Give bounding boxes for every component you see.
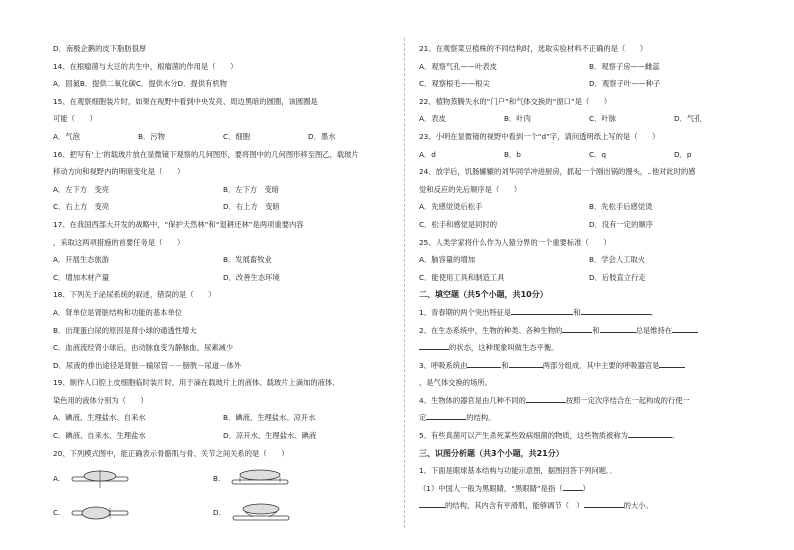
q14-options: A．固氮B．提供二氧化碳C．提供水分D．提供有机物 [53,79,227,89]
fill-q3-text-b: 和 [501,360,509,370]
fill-q3 [419,357,759,375]
q24-option-b: B．先松手后感觉烫 [589,202,653,212]
q16-option-c: C．右上方 变亮 [53,202,110,212]
fill-q4-text-c: 定 [419,413,427,423]
section-fill-blank-title: 二、填空题（共5个小题，共10分） [419,290,548,300]
q24-stem: 24、放学后，饥肠辘辘的刘华同学冲进厨房，抓起一个刚出锅的馒头，..他对此时的感 [419,167,696,177]
fill-q1-blank-1[interactable] [511,305,573,315]
diagram-q1-sub1-text-c: 的结构，其内含有平滑肌，能够调节（ ） [445,501,584,511]
q16-option-d: D．右上方 变暗 [223,202,280,212]
q21-option-b: B．观察子房——雌蕊 [589,61,660,71]
q21-options-cd [419,75,759,93]
q25-option-b: B．学会人工取火 [589,255,646,265]
q25-option-c: C．能使用工具和制造工具 [419,272,505,282]
q15-option-d: D．墨水 [308,131,336,141]
fill-q3-text-a: 3、呼吸系统由 [419,360,468,370]
q17-stem: 17、在我国西部大开发的战略中，“保护天然林”和“退耕还林”是两项重要内容 [53,219,304,229]
fill-q1-text-b: 和 [573,307,581,317]
fill-q5-text-a: 5、有些真菌可以产生杀死某些致病细菌的物质，这些物质被称为 [419,431,628,441]
fill-q2-text-d: 的状态，这种现象叫做生态平衡。 [449,343,559,353]
q17-options-ab [53,251,393,269]
q23-options [419,146,759,164]
q19-options-cd [53,427,393,445]
q21-option-d: D．观察子叶——种子 [589,79,661,89]
q19-options-ab [53,409,393,427]
q22-stem: 22、植物蒸腾失水的“门户”和气体交换的“窗口”是（ ） [419,96,612,106]
q21-option-a: A．观察气孔——叶表皮 [419,61,497,71]
q25-options-cd [419,269,759,287]
fill-q2-blank-3-cont[interactable] [419,340,449,350]
q25-option-d: D．后肢直立行走 [589,272,646,282]
q15-option-b: B．污物 [138,131,165,141]
q15-options [53,128,393,146]
q19-stem-cont: 染色用的液体分别为（ ） [53,395,148,405]
q20-figure-a [53,468,213,490]
q18-option-d: D．尿液的排出途径是肾脏－输尿管－－膀胱－尿道－体外 [53,360,242,370]
q22-option-a: A．表皮 [419,114,446,124]
diagram-q1-sub1-text-a: （1）中国人一般为黑眼睛，“黑眼睛”是指（ [419,483,563,493]
q24-stem-cont: 觉和反应的先后顺序是（ ） [419,184,522,194]
q24-option-a: A．先感觉烫后松手 [419,202,483,212]
fill-q2-blank-1[interactable] [562,323,592,333]
fill-q2-text-b: 和 [592,325,600,335]
fill-q4-text-b: 按照一定次序结合在一起构成的行使一 [565,395,690,405]
fill-q1 [419,304,759,322]
q15-option-c: C．细胞 [223,131,250,141]
fill-q2-blank-2[interactable] [600,323,636,333]
q20-figures-ab [53,462,393,496]
section-diagram-title: 三、识图分析题（共3个小题，共21分） [419,448,564,458]
q15-stem-cont: 可能（ ） [53,114,97,124]
diagram-q1-sub1-blank-3[interactable] [584,498,624,508]
q17-option-c: C．增加木材产量 [53,272,110,282]
column-divider [404,38,405,528]
q16-options-ab [53,181,393,199]
q20-label-b: B. [213,474,221,484]
fill-q2 [419,322,759,340]
q22-option-b: B．叶肉 [504,114,531,124]
fill-q3-blank-2[interactable] [509,358,543,368]
q19-option-b: B．碘液、生理盐水、凉开水 [223,413,316,423]
q25-option-a: A．脑容量的增加 [419,255,476,265]
q19-option-c: C．碘液、自来水、生理盐水 [53,431,146,441]
diagram-q1-sub1-blank-2[interactable] [419,498,445,508]
q18-option-a: A．肾单位是肾脏结构和功能的基本单位 [53,307,183,317]
q16-options-cd [53,198,393,216]
q17-stem-cont: ，采取这两项措施的首要任务是（ ） [53,237,185,247]
diagram-q1-stem: 1、下面是眼球基本结构与功能示意图，据图回答下列问题．． [419,466,618,476]
q19-stem: 19、制作人口腔上皮细胞临时装片时，用于滴在载玻片上的液体、载玻片上滴加的液体、 [53,378,340,388]
q17-option-d: D．改善生态环境 [223,272,280,282]
fill-q4-blank-2[interactable] [426,410,466,420]
q16-stem: 16、把写有‘上’的载玻片放在显微镜下观察的几何图形，要将图中的几何图形移至图乙，载玻片 [53,149,359,159]
q21-stem: 21、在观察菜豆植株的不同结构时，选取实验材料不正确的是（ ） [419,44,648,53]
q18-stem: 18、下列关于泌尿系统的叙述，错误的是（ ） [53,290,216,300]
diagram-q1-sub1-text-d: 的大小。 [623,501,653,511]
q24-option-d: D．没有一定的顺序 [589,219,653,229]
q20-figure-c [53,502,213,524]
q22-options [419,110,759,128]
muscle-bone-diagram-b [230,468,290,490]
q17-option-a: A．开展生态旅游 [53,255,110,265]
diagram-q1-sub1-text-b: ） [582,483,590,493]
q22-option-c: C．叶脉 [589,114,616,124]
diagram-q1-sub1-blank-1[interactable] [563,481,583,491]
q22-option-d: D．气孔 [674,114,702,124]
muscle-bone-diagram-d [231,502,291,524]
fill-q3-cont: ，是气体交换的场所。 [419,378,492,388]
fill-q4-blank-1[interactable] [526,393,566,403]
q25-stem: 25、人类学家将什么作为人猿分界的一个重要标准（ ） [419,237,611,247]
q15-stem: 15、在观察细胞装片时，如果在视野中看到中央发亮、周边黑暗的圆圈，该圆圈是 [53,96,318,106]
q23-stem: 23、小明在显微镜的视野中看到一个“d”字，请问透明纸上写的是（ ） [419,131,660,141]
fill-q5 [419,427,759,445]
q20-figure-d [213,502,373,524]
fill-q1-blank-2[interactable] [581,305,651,315]
fill-q3-text-c: 两部分组成．其中主要的呼吸器官是 [542,360,660,370]
q13-option-d: D．南极企鹅的皮下脂肪很厚 [53,44,147,53]
q20-figures-cd [53,496,393,530]
q16-option-b: B．左下方 变暗 [223,184,280,194]
q19-option-d: D．凉开水、生理盐水、碘液 [223,431,317,441]
fill-q1-text-a: 1、青春期的两个突出特征是 [419,307,512,317]
fill-q4-text-d: 的结构。 [466,413,496,423]
q17-options-cd [53,269,393,287]
muscle-bone-diagram-a [70,468,130,490]
q16-option-a: A．左下方 变亮 [53,184,110,194]
fill-q1-text-c: 。 [650,307,658,317]
q23-option-d: D．p [674,149,692,159]
q16-stem-cont: 移动方向和视野内的明暗变化是（ ） [53,167,185,177]
q17-option-b: B．发展畜牧业 [223,255,272,265]
fill-q5-blank-1[interactable] [628,428,672,438]
q20-figure-b [213,468,373,490]
muscle-bone-diagram-c [70,502,130,524]
right-column [419,40,759,515]
q24-options-ab [419,198,759,216]
fill-q4-text-a: 4、生物体的器官是由几种不同的 [419,395,526,405]
q23-option-c: C．q [589,149,607,159]
q20-stem: 20、下列模式图中，能正确表示骨骼肌与骨、关节之间关系的是（ ） [53,448,289,458]
q24-options-cd [419,216,759,234]
fill-q3-blank-3[interactable] [659,358,685,368]
q20-label-d: D. [213,508,221,518]
left-column [53,40,393,530]
q18-option-c: C．血液流经肾小球后，由动脉血变为静脉血，尿素减少 [53,343,234,353]
q18-option-b: B．出现蛋白尿的原因是肾小球的通透性增大 [53,325,197,335]
q25-options-ab [419,251,759,269]
q15-option-a: A．气泡 [53,131,80,141]
q21-options-ab [419,58,759,76]
fill-q2-cont [419,339,759,357]
q23-option-b: B．b [504,149,521,159]
diagram-q1-sub1-cont [419,497,759,515]
fill-q2-text-a: 2、在生态系统中，生物的种类、各种生物的 [419,325,563,335]
q19-option-a: A．碘液、生理盐水、自来水 [53,413,146,423]
q23-option-a: A．d [419,149,436,159]
fill-q3-blank-1[interactable] [467,358,501,368]
fill-q2-text-c: 总是维持在 [635,325,673,335]
q24-option-c: C．松手和感觉是同时的 [419,219,498,229]
fill-q2-blank-3[interactable] [672,323,698,333]
q20-label-a: A. [53,474,61,484]
fill-q4 [419,392,759,410]
fill-q5-text-b: 。 [671,431,680,441]
q21-option-c: C．观察根毛——根尖 [419,79,490,89]
fill-q4-cont [419,409,759,427]
q14-stem: 14、在根瘤菌与大豆的共生中，根瘤菌的作用是（ ） [53,61,238,71]
diagram-q1-sub1 [419,480,759,498]
q20-label-c: C. [53,508,61,518]
